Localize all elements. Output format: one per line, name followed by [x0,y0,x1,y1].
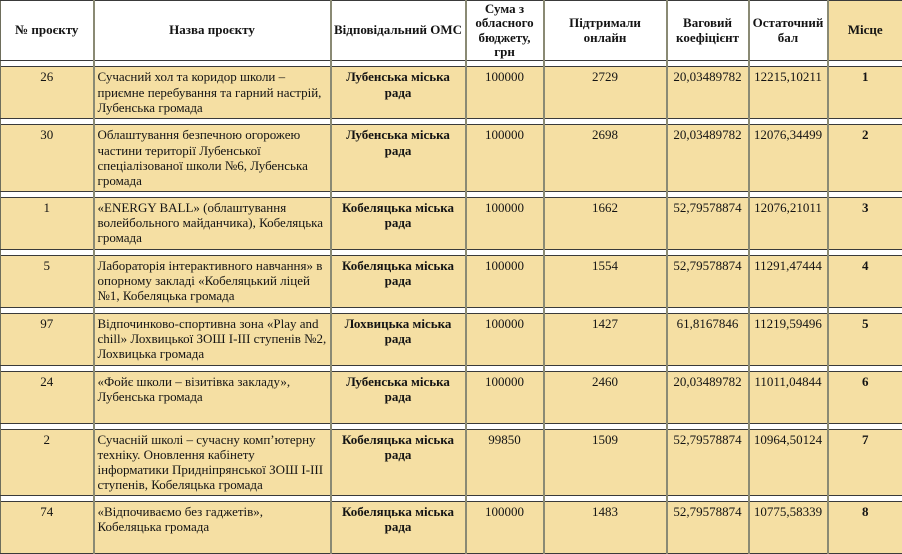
cell-oms: Лубенська міська рада [331,371,466,423]
column-header-final-score: Остаточний бал [749,1,828,61]
cell-online: 1662 [544,197,667,249]
cell-name: Лабораторія інтерактивного навчання» в опорному закладі «Кобеляцький ліцей №1, Кобеляцька громада [94,255,331,307]
cell-oms: Кобеляцька міська рада [331,429,466,495]
cell-project-no: 24 [1,371,94,423]
cell-budget: 100000 [466,313,544,365]
cell-score: 10775,58339 [749,501,828,553]
cell-online: 2698 [544,125,667,191]
cell-score: 12076,34499 [749,125,828,191]
cell-place: 6 [828,371,902,423]
cell-project-no: 97 [1,313,94,365]
cell-coefficient: 52,79578874 [667,429,749,495]
table-row [1,371,902,423]
cell-place: 7 [828,429,902,495]
table-row [1,501,902,553]
cell-oms: Лубенська міська рада [331,125,466,191]
cell-budget: 100000 [466,255,544,307]
table-row [1,125,902,191]
cell-project-no: 30 [1,125,94,191]
cell-online: 2729 [544,67,667,119]
cell-project-no: 5 [1,255,94,307]
cell-oms: Кобеляцька міська рада [331,255,466,307]
cell-online: 1483 [544,501,667,553]
cell-online: 1427 [544,313,667,365]
cell-online: 1509 [544,429,667,495]
cell-place: 4 [828,255,902,307]
cell-project-no: 1 [1,197,94,249]
header-row [1,1,902,61]
cell-name: Відпочинково-спортивна зона «Play and chill» Лохвицької ЗОШ І-ІІІ ступенів №2, Лохвицька громада [94,313,331,365]
cell-name: Сучасний хол та коридор школи – приємне перебування та гарний настрій, Лубенська громада [94,67,331,119]
cell-coefficient: 52,79578874 [667,501,749,553]
cell-place: 5 [828,313,902,365]
cell-place: 3 [828,197,902,249]
column-header-budget-sum: Сума з обласного бюджету, грн [466,1,544,61]
column-header-project-name: Назва проєкту [94,1,331,61]
cell-budget: 100000 [466,501,544,553]
table-row [1,67,902,119]
cell-oms: Кобеляцька міська рада [331,197,466,249]
cell-name: «Відпочиваємо без гаджетів», Кобеляцька громада [94,501,331,553]
cell-score: 11011,04844 [749,371,828,423]
cell-score: 11219,59496 [749,313,828,365]
cell-budget: 100000 [466,67,544,119]
table-row [1,255,902,307]
cell-score: 12215,10211 [749,67,828,119]
cell-score: 10964,50124 [749,429,828,495]
cell-online: 1554 [544,255,667,307]
table-body [1,61,902,554]
table-row [1,197,902,249]
table-row [1,429,902,495]
cell-oms: Лубенська міська рада [331,67,466,119]
cell-coefficient: 20,03489782 [667,67,749,119]
cell-budget: 100000 [466,371,544,423]
cell-coefficient: 61,8167846 [667,313,749,365]
cell-place: 8 [828,501,902,553]
cell-oms: Кобеляцька міська рада [331,501,466,553]
table-row [1,313,902,365]
cell-score: 12076,21011 [749,197,828,249]
cell-coefficient: 20,03489782 [667,371,749,423]
cell-place: 2 [828,125,902,191]
cell-coefficient: 52,79578874 [667,255,749,307]
cell-budget: 100000 [466,125,544,191]
column-header-project-no: № проєкту [1,1,94,61]
cell-budget: 100000 [466,197,544,249]
cell-score: 11291,47444 [749,255,828,307]
cell-name: Сучасній школі – сучасну комп’ютерну техніку. Оновлення кабінету інформатики Придніпрянської ЗОШ І-ІІІ ступенів, Кобеляцька громада [94,429,331,495]
column-header-online-support: Підтримали онлайн [544,1,667,61]
cell-coefficient: 52,79578874 [667,197,749,249]
cell-name: «Фойє школи – візитівка закладу», Лубенська громада [94,371,331,423]
cell-name: Облаштування безпечною огорожею частини території Лубенської спеціалізованої школи №6, Лубенська громада [94,125,331,191]
cell-project-no: 74 [1,501,94,553]
cell-name: «ENERGY BALL» (облаштування волейбольного майданчика), Кобеляцька громада [94,197,331,249]
column-header-weight-coefficient: Ваговий коефіцієнт [667,1,749,61]
cell-online: 2460 [544,371,667,423]
cell-coefficient: 20,03489782 [667,125,749,191]
column-header-responsible-oms: Відповідальний ОМС [331,1,466,61]
cell-oms: Лохвицька міська рада [331,313,466,365]
cell-place: 1 [828,67,902,119]
cell-budget: 99850 [466,429,544,495]
table-header [1,1,902,61]
column-header-place: Місце [828,1,902,61]
cell-project-no: 2 [1,429,94,495]
cell-project-no: 26 [1,67,94,119]
